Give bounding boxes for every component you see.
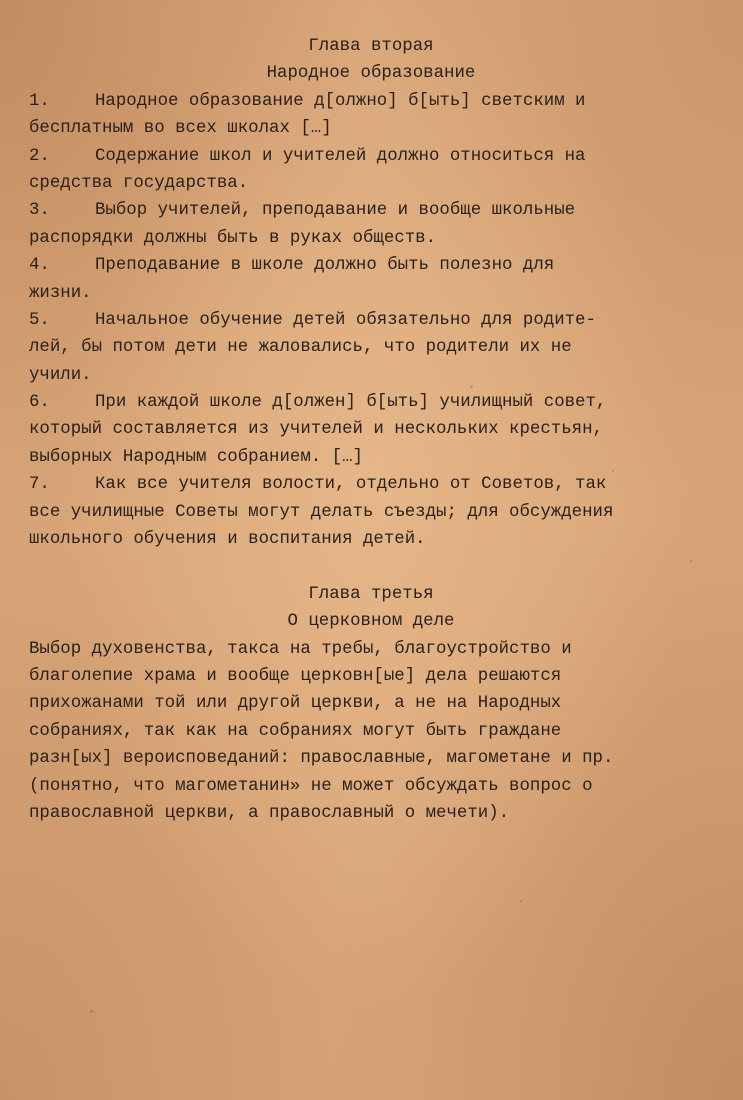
list-item xyxy=(29,252,719,307)
list-item xyxy=(29,88,719,143)
item-number: 7. xyxy=(29,475,50,495)
paper-speck xyxy=(520,900,522,903)
chapter-3-subtitle: О церковном деле xyxy=(287,612,455,632)
paper-speck xyxy=(470,385,473,388)
paragraph-line: благолепие храма и вообще церковн[ые] дела решаются xyxy=(29,666,562,686)
chapter-2-subtitle: Народное образование xyxy=(266,64,476,84)
list-item xyxy=(29,197,719,252)
item-number: 6. xyxy=(29,393,50,413)
list-item xyxy=(29,471,719,553)
item-text-line: средства государства. xyxy=(29,173,249,193)
item-text-line: Как все учителя волости, отдельно от Советов, так xyxy=(95,475,607,495)
list-item xyxy=(29,307,719,389)
item-text-line: учили. xyxy=(29,365,92,385)
list-item xyxy=(29,389,719,471)
section-spacer xyxy=(29,553,719,580)
item-text-line: распорядки должны быть в руках обществ. xyxy=(29,228,437,248)
paragraph-line: собраниях, так как на собраниях могут быть граждане xyxy=(29,721,562,741)
item-number: 1. xyxy=(29,91,50,111)
paper-speck xyxy=(612,470,614,472)
item-number: 3. xyxy=(29,201,50,221)
paragraph xyxy=(29,636,719,828)
item-number: 5. xyxy=(29,310,50,330)
list-item xyxy=(29,143,719,198)
paragraph-line: православной церкви, а православный о мечети). xyxy=(29,803,510,823)
item-number: 2. xyxy=(29,146,50,166)
item-text-line: бесплатным во всех школах […] xyxy=(29,119,332,139)
item-text-line: школьного обучения и воспитания детей. xyxy=(29,530,426,550)
paper-speck xyxy=(90,1010,93,1013)
paragraph-line: прихожанами той или другой церкви, а не на Народных xyxy=(29,694,562,714)
item-text-line: При каждой школе д[олжен] б[ыть] училищный совет, xyxy=(95,393,607,413)
paragraph-line: Выбор духовенства, такса на требы, благоустройство и xyxy=(29,639,572,659)
item-text-line: Преподавание в школе должно быть полезно для xyxy=(95,256,555,276)
item-text-line: Народное образование д[олжно] б[ыть] светским и xyxy=(95,91,586,111)
chapter-2-title: Глава вторая xyxy=(308,37,434,56)
document-body xyxy=(29,33,719,827)
item-text-line: лей, бы потом дети не жаловались, что родители их не xyxy=(29,338,572,358)
item-text-line: Выбор учителей, преподавание и вообще школьные xyxy=(95,201,576,221)
paper-speck xyxy=(690,560,692,562)
item-text-line: выборных Народным собранием. […] xyxy=(29,447,363,467)
item-text-line: жизни. xyxy=(29,283,92,303)
paragraph-line: разн[ых] вероисповеданий: православные, магометане и пр. xyxy=(29,749,614,769)
paper-speck xyxy=(145,650,148,652)
item-text-line: Содержание школ и учителей должно относиться на xyxy=(95,146,586,166)
item-text-line: Начальное обучение детей обязательно для родите- xyxy=(95,310,596,330)
item-text-line: все училищные Советы могут делать съезды; для обсуждения xyxy=(29,502,614,522)
paragraph-line: (понятно, что магометанин» не может обсуждать вопрос о xyxy=(29,776,593,796)
chapter-3-title: Глава третья xyxy=(308,584,434,604)
item-text-line: который составляется из учителей и нескольких крестьян, xyxy=(29,420,603,440)
item-number: 4. xyxy=(29,256,50,276)
